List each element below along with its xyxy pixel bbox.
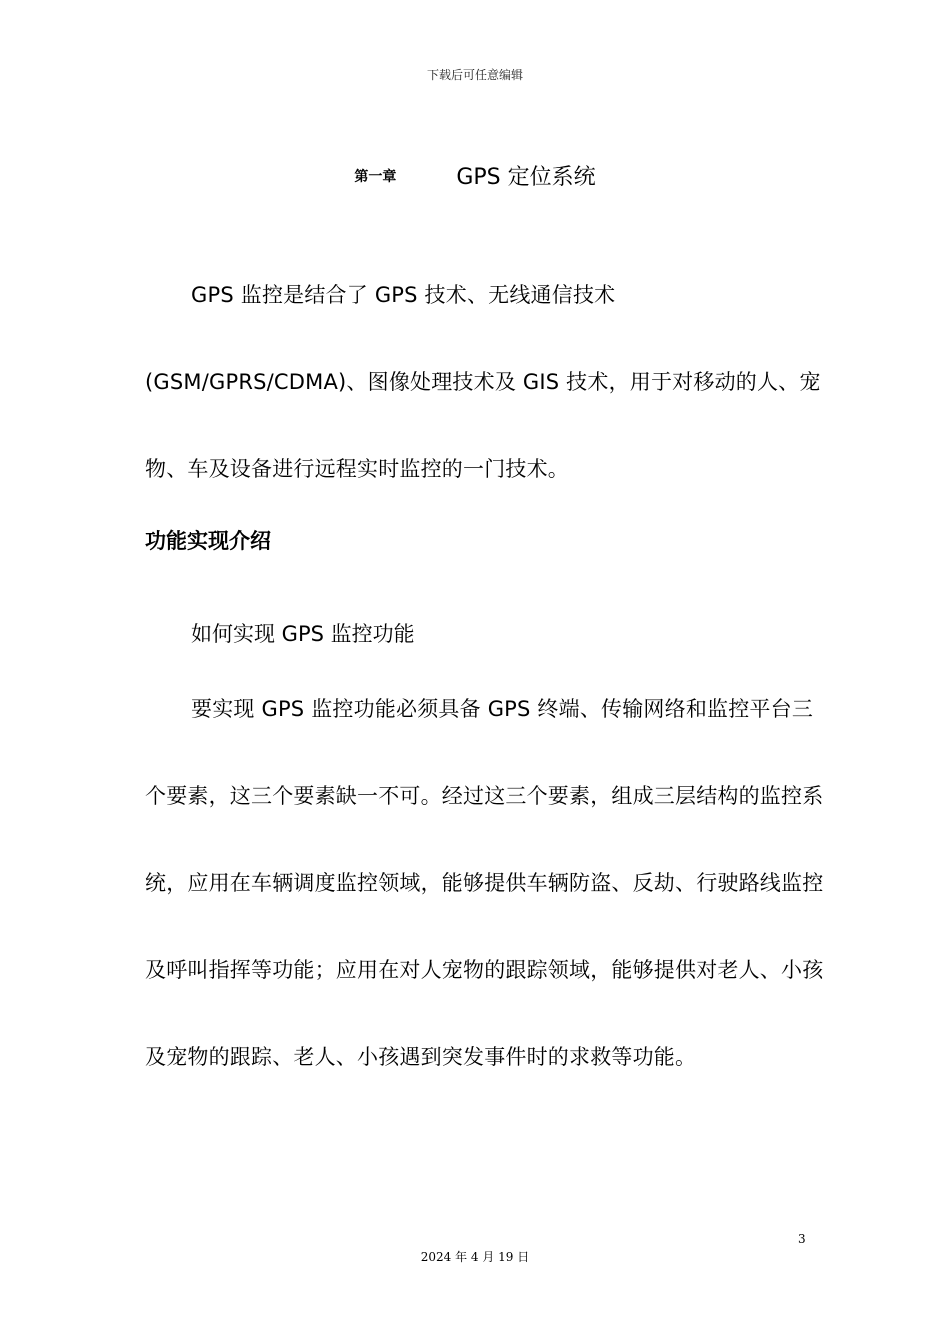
- intro-paragraph: GPS 监控是结合了 GPS 技术、无线通信技术(GSM/GPRS/CDMA)、图像处理技术及 GIS 技术，用于对移动的人、宠物、车及设备进行远程实时监控的一门技术。: [145, 283, 821, 481]
- chapter-title: [0, 160, 950, 191]
- section-heading: 功能实现介绍: [145, 529, 271, 553]
- header-note: 下载后可任意编辑: [426, 68, 523, 82]
- section-paragraph: 要实现 GPS 监控功能必须具备 GPS 终端、传输网络和监控平台三个要素，这三个要素缺一不可。经过这三个要素，组成三层结构的监控系统，应用在车辆调度监控领域，能够提供车辆防盗、反劫、行驶路线监控及呼叫指挥等功能；应用在对人宠物的跟踪领域，能够提供对老人、小孩及宠物的跟踪、老人、小孩遇到突发事件时的求救等功能。: [145, 697, 824, 1069]
- page-number: 3: [798, 1232, 806, 1246]
- page-date: 2024 年 4 月 19 日: [420, 1250, 530, 1264]
- chapter-name: GPS 定位系统: [456, 165, 596, 190]
- chapter-number: 第一章: [354, 168, 397, 185]
- section-subheading: 如何实现 GPS 监控功能: [191, 622, 415, 646]
